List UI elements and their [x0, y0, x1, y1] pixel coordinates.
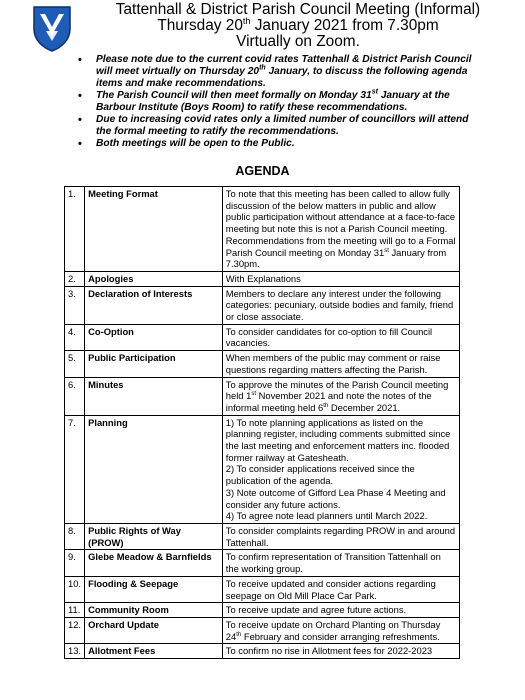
agenda-row — [65, 187, 460, 272]
note-item: • Due to increasing covid rates only a limited number of councillors will attend the formal meeting to ratify the recommendations. — [76, 114, 486, 138]
agenda-item-description — [222, 187, 459, 272]
description-line: To consider complaints regarding PROW in and around Tattenhall. — [225, 524, 456, 548]
agenda-item-description — [222, 603, 459, 618]
agenda-item-number: 4. — [65, 324, 85, 350]
agenda-item-description — [222, 644, 459, 659]
agenda-item-title: Orchard Update — [85, 617, 223, 643]
agenda-item-description — [222, 415, 459, 523]
description-line: 1) To note planning applications as listed on the planning register, including comments submitted since the last meeting and enforcement matters inc. flooded former railway at Gatesheath. — [225, 416, 451, 463]
agenda-row — [65, 550, 460, 576]
agenda-row — [65, 271, 460, 286]
description-line: To receive update on Orchard Planting on Thursday 24th February and consider arranging refreshments. — [225, 618, 441, 642]
agenda-item-description — [222, 286, 459, 324]
agenda-item-number: 1. — [65, 187, 85, 272]
note-item: • Please note due to the current covid rates Tattenhall & District Parish Council will meet virtually on Thursday 20th January, to discuss the following agenda items and make recommendations. — [76, 54, 486, 90]
agenda-item-title: Minutes — [85, 377, 223, 415]
agenda-item-number: 9. — [65, 550, 85, 576]
agenda-item-number: 5. — [65, 351, 85, 377]
description-line: With Explanations — [225, 272, 301, 284]
description-line: To note that this meeting has been called to allow fully discussion of the below matters in public and allow public participation without attendance at a face-to-face meeting but note this is not a Parish Council meeting. — [225, 188, 456, 235]
agenda-item-number: 11. — [65, 603, 85, 618]
description-line: 3) Note outcome of Gifford Lea Phase 4 Meeting and consider any future actions. — [225, 486, 446, 510]
agenda-item-number: 12. — [65, 617, 85, 643]
agenda-table — [64, 186, 460, 659]
agenda-row — [65, 351, 460, 377]
agenda-item-title: Planning — [85, 415, 223, 523]
agenda-item-title: Meeting Format — [85, 187, 223, 272]
note-item: • The Parish Council will then meet formally on Monday 31st January at the Barbour Institute (Boys Room) to ratify these recommendations. — [76, 90, 486, 114]
agenda-item-title: Public Participation — [85, 351, 223, 377]
agenda-item-description — [222, 271, 459, 286]
description-line: To approve the minutes of the Parish Council meeting held 1st November 2021 and note the notes of the informal meeting held 6th December 2021. — [225, 378, 449, 413]
shield-logo-icon — [32, 5, 72, 53]
agenda-item-description — [222, 576, 459, 602]
agenda-item-title: Glebe Meadow & Barnfields — [85, 550, 223, 576]
agenda-row — [65, 644, 460, 659]
description-line: Members to declare any interest under the following categories: pecuniary, outside bodies and family, friend or close associate. — [225, 287, 454, 323]
agenda-item-title: Co-Option — [85, 324, 223, 350]
agenda-item-number: 13. — [65, 644, 85, 659]
agenda-item-title: Public Rights of Way (PROW) — [85, 523, 223, 549]
description-line: To receive update and agree future actions. — [225, 604, 407, 616]
description-line: 2) To consider applications received since the publication of the agenda. — [225, 463, 415, 487]
description-line: To consider candidates for co-option to fill Council vacancies. — [225, 325, 433, 349]
note-item: • Both meetings will be open to the Public. — [76, 138, 486, 150]
agenda-row — [65, 603, 460, 618]
description-line: 4) To agree note lead planners until March 2022. — [225, 510, 428, 522]
agenda-item-description — [222, 550, 459, 576]
agenda-item-description — [222, 617, 459, 643]
notes-list — [76, 54, 486, 150]
agenda-item-number: 3. — [65, 286, 85, 324]
agenda-item-number: 10. — [65, 576, 85, 602]
description-line: To confirm representation of Transition Tattenhall on the working group. — [225, 551, 441, 575]
agenda-item-title: Apologies — [85, 271, 223, 286]
agenda-row — [65, 324, 460, 350]
agenda-item-title: Declaration of Interests — [85, 286, 223, 324]
agenda-item-number: 2. — [65, 271, 85, 286]
agenda-row — [65, 415, 460, 523]
header-date: Thursday 20th January 2021 from 7.30pm — [157, 15, 439, 34]
header-title: Tattenhall & District Parish Council Meeting (Informal) — [115, 1, 481, 18]
agenda-row — [65, 523, 460, 549]
description-line: To receive updated and consider actions regarding seepage on Old Mill Place Car Park. — [225, 577, 436, 601]
agenda-item-title: Community Room — [85, 603, 223, 618]
agenda-row — [65, 576, 460, 602]
header-venue: Virtually on Zoom. — [236, 33, 360, 50]
description-line: When members of the public may comment or raise questions regarding matters affecting the Parish. — [225, 352, 441, 375]
agenda-item-description — [222, 377, 459, 415]
agenda-row — [65, 377, 460, 415]
agenda-item-title: Flooding & Seepage — [85, 576, 223, 602]
agenda-item-description — [222, 523, 459, 549]
description-line: Recommendations from the meeting will go to a Formal Parish Council meeting on Monday 31st January from 7.30pm. — [225, 234, 456, 270]
agenda-item-number: 6. — [65, 377, 85, 415]
agenda-item-description — [222, 351, 459, 377]
agenda-item-title: Allotment Fees — [85, 644, 223, 659]
agenda-item-number: 7. — [65, 415, 85, 523]
agenda-item-description — [222, 324, 459, 350]
agenda-row — [65, 617, 460, 643]
agenda-item-number: 8. — [65, 523, 85, 549]
page-header — [78, 2, 518, 50]
description-line: To confirm no rise in Allotment fees for 2022-2023 — [225, 645, 433, 657]
agenda-row — [65, 286, 460, 324]
agenda-title: AGENDA — [235, 164, 290, 178]
